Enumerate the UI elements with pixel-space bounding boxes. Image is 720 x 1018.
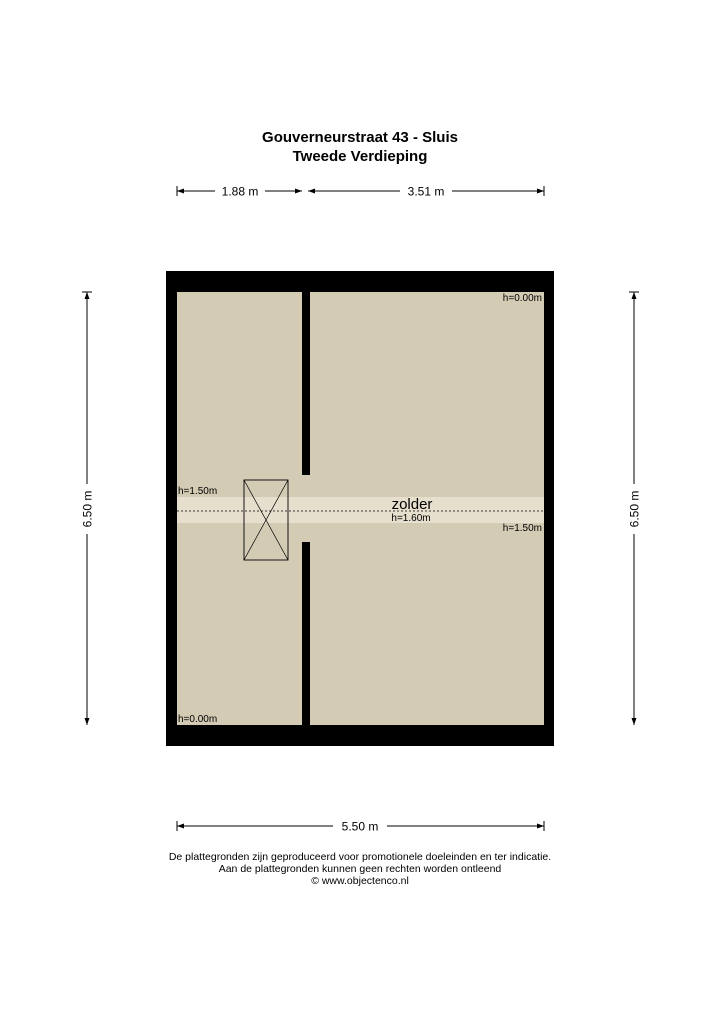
dimension-label: 6.50 m: [80, 490, 95, 528]
dimension-top-right: [308, 185, 544, 199]
disclaimer-line-1: De plattegronden zijn geproduceerd voor promotionele doeleinden en ter indicatie.: [168, 851, 552, 863]
dimension-bottom: [177, 820, 544, 834]
height-label-right: h=1.50m: [502, 523, 542, 534]
ridge-band: [177, 497, 544, 523]
height-label-bottom-left: h=0.00m: [178, 714, 218, 725]
room-name: zolder: [391, 496, 433, 513]
dimension-label: 6.50 m: [627, 490, 642, 528]
dimension-top-left: [177, 185, 302, 199]
dimension-left: [81, 292, 95, 725]
disclaimer-line-2: Aan de plattegronden kunnen geen rechten worden ontleend: [218, 863, 502, 875]
plan-title-address: Gouverneurstraat 43 - Sluis: [262, 129, 458, 146]
dimension-right: [628, 292, 642, 725]
dimension-label: 1.88 m: [221, 184, 259, 199]
height-label-top-right: h=0.00m: [502, 293, 542, 304]
copyright-line: © www.objectenco.nl: [311, 875, 409, 887]
dimension-label: 3.51 m: [407, 184, 445, 199]
height-label-left: h=1.50m: [178, 486, 218, 497]
plan-title-floor: Tweede Verdieping: [292, 148, 428, 165]
dimension-label: 5.50 m: [341, 819, 379, 834]
room-center-height: h=1.60m: [391, 513, 431, 524]
